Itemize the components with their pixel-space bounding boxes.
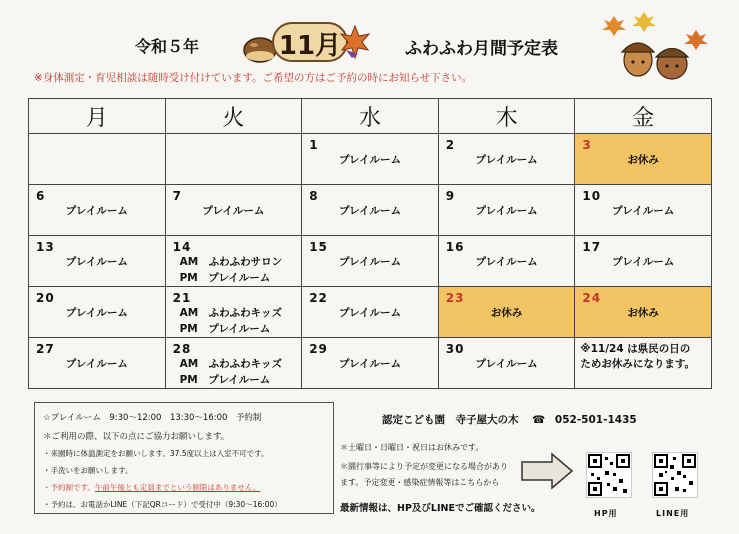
info-box <box>34 402 334 514</box>
day-number: 28 <box>172 342 192 356</box>
plan-title: ふわふわ月間予定表 <box>405 39 558 59</box>
day-number: 8 <box>309 189 319 203</box>
info-line-temperature: ・来園時に体温測定をお願いします。37.5度以上は入室不可です。 <box>43 449 269 458</box>
event-label: プレイルーム <box>612 205 675 217</box>
day-cell <box>575 236 712 287</box>
event-pm: PM プレイルーム <box>179 374 271 386</box>
week-row <box>29 287 712 338</box>
event-label: プレイルーム <box>338 205 402 217</box>
latest-info-text: 最新情報は、HP及びLINEでご確認ください。 <box>340 503 541 514</box>
event-list <box>180 305 282 337</box>
day-cell <box>438 236 575 287</box>
day-cell-holiday <box>575 287 712 338</box>
week-row <box>29 338 712 389</box>
event-label: プレイルーム <box>338 256 402 268</box>
event-pm: PM プレイルーム <box>179 323 271 335</box>
day-cell <box>165 185 302 236</box>
week-row <box>29 236 712 287</box>
day-number: 17 <box>582 240 602 254</box>
day-cell <box>29 287 166 338</box>
day-cell <box>302 185 439 236</box>
event-label: プレイルーム <box>65 358 128 370</box>
arrow-right-icon <box>520 452 574 490</box>
day-cell-holiday <box>438 287 575 338</box>
week-row <box>29 134 712 185</box>
info-line-request: ＊ご利用の際、以下の点にご協力お願いします。 <box>43 432 230 442</box>
day-number: 1 <box>309 138 319 152</box>
info-line-booking: ・予約は、お電話かLINE（下記QRコード）で受付中（9:30～16:00） <box>43 500 282 509</box>
day-number: 29 <box>309 342 328 356</box>
day-cell <box>29 185 166 236</box>
event-label: プレイルーム <box>475 205 538 217</box>
info-line-hours: ☆プレイルーム 9:30～12:00 13:30～16:00 予約制 <box>43 413 262 423</box>
day-number: 16 <box>445 240 465 254</box>
qr-code-icon <box>653 453 697 497</box>
day-cell <box>165 287 302 338</box>
event-label: プレイルーム <box>65 256 128 268</box>
day-cell-holiday <box>575 134 712 185</box>
school-name: 認定こども園 寺子屋大の木 <box>382 414 519 426</box>
acorn-characters-icon <box>600 12 710 82</box>
weekday-header: 月 <box>29 99 166 134</box>
event-list <box>180 356 282 388</box>
day-cell-empty <box>29 134 166 185</box>
day-cell <box>438 134 575 185</box>
event-label: プレイルーム <box>475 358 538 370</box>
day-cell <box>438 338 575 389</box>
info-reservation-detail: 午前午後とも定員までという制限はありません。 <box>94 483 261 492</box>
holiday-note <box>580 342 695 372</box>
day-number: 23 <box>445 291 465 305</box>
header <box>0 0 739 84</box>
day-number: 3 <box>582 138 592 152</box>
event-am: AM ふわふわキッズ <box>179 358 282 370</box>
day-number: 14 <box>172 240 192 254</box>
day-cell <box>302 236 439 287</box>
day-cell <box>438 185 575 236</box>
event-label: プレイルーム <box>612 256 675 268</box>
month-banner <box>272 22 348 62</box>
event-am: AM ふわふわキッズ <box>179 307 282 319</box>
maple-leaf-icon <box>338 24 372 60</box>
event-label: プレイルーム <box>475 256 538 268</box>
day-cell <box>302 134 439 185</box>
weekday-header: 金 <box>575 99 712 134</box>
day-cell <box>165 236 302 287</box>
day-number: 15 <box>309 240 328 254</box>
closed-days-note: ＊土曜日・日曜日・祝日はお休みです。 <box>340 443 484 452</box>
day-number: 7 <box>172 189 182 203</box>
week-row <box>29 185 712 236</box>
event-label: お休み <box>627 154 659 166</box>
hp-qr-label: HP用 <box>594 509 618 518</box>
weekday-header: 水 <box>302 99 439 134</box>
calendar-table <box>28 98 712 389</box>
holiday-note-line2: ためお休みになります。 <box>580 358 696 370</box>
school-phone[interactable]: 052-501-1435 <box>554 414 637 426</box>
event-label: お休み <box>627 307 659 319</box>
event-list <box>180 254 283 286</box>
weekday-header-row <box>29 99 712 134</box>
event-am: AM ふわふわサロン <box>179 256 283 268</box>
event-label: プレイルーム <box>475 154 538 166</box>
phone-icon: ☎ <box>532 414 546 426</box>
note-cell <box>575 338 712 389</box>
weekday-header: 木 <box>438 99 575 134</box>
day-cell <box>29 338 166 389</box>
day-number: 22 <box>309 291 328 305</box>
event-label: プレイルーム <box>338 307 402 319</box>
line-qr-label: LINE用 <box>656 509 690 518</box>
school-contact <box>382 412 637 427</box>
schedule-change-note-2: ます。予定変更・感染症情報等はこちらから <box>340 478 500 487</box>
day-number: 27 <box>36 342 55 356</box>
event-label: プレイルーム <box>202 205 265 217</box>
day-cell <box>302 287 439 338</box>
day-cell <box>29 236 166 287</box>
day-number: 21 <box>172 291 192 305</box>
day-number: 13 <box>36 240 55 254</box>
day-number: 24 <box>582 291 602 305</box>
event-label: プレイルーム <box>338 358 402 370</box>
holiday-note-line1: ※11/24 は県民の日の <box>580 343 691 355</box>
info-line-reservation <box>43 482 260 493</box>
day-number: 10 <box>582 189 602 203</box>
line-qr-code[interactable] <box>652 452 698 498</box>
day-cell <box>165 338 302 389</box>
event-label: お休み <box>490 307 523 319</box>
hp-qr-code[interactable] <box>586 452 632 498</box>
event-label: プレイルーム <box>338 154 402 166</box>
day-number: 2 <box>445 138 456 152</box>
day-number: 20 <box>36 291 55 305</box>
event-label: プレイルーム <box>65 205 128 217</box>
qr-code-icon <box>587 453 631 497</box>
day-cell <box>302 338 439 389</box>
month-label: 11月 <box>278 31 342 61</box>
day-number: 6 <box>36 189 46 203</box>
era-label: 令和５年 <box>135 37 200 56</box>
event-label: プレイルーム <box>65 307 128 319</box>
notice-text: ※身体測定・育児相談は随時受け付けています。ご希望の方はご予約の時にお知らせ下さい。 <box>34 72 473 84</box>
day-cell <box>575 185 712 236</box>
schedule-change-note-1: ＊園行事等により予定が変更になる場合があり <box>340 462 508 471</box>
weekday-header: 火 <box>165 99 302 134</box>
info-line-handwash: ・手洗いをお願いします。 <box>43 466 133 475</box>
event-pm: PM プレイルーム <box>179 272 271 284</box>
day-number: 30 <box>445 342 465 356</box>
day-number: 9 <box>445 189 456 203</box>
day-cell-empty <box>165 134 302 185</box>
info-reservation-label: ・予約制です。 <box>43 483 95 492</box>
